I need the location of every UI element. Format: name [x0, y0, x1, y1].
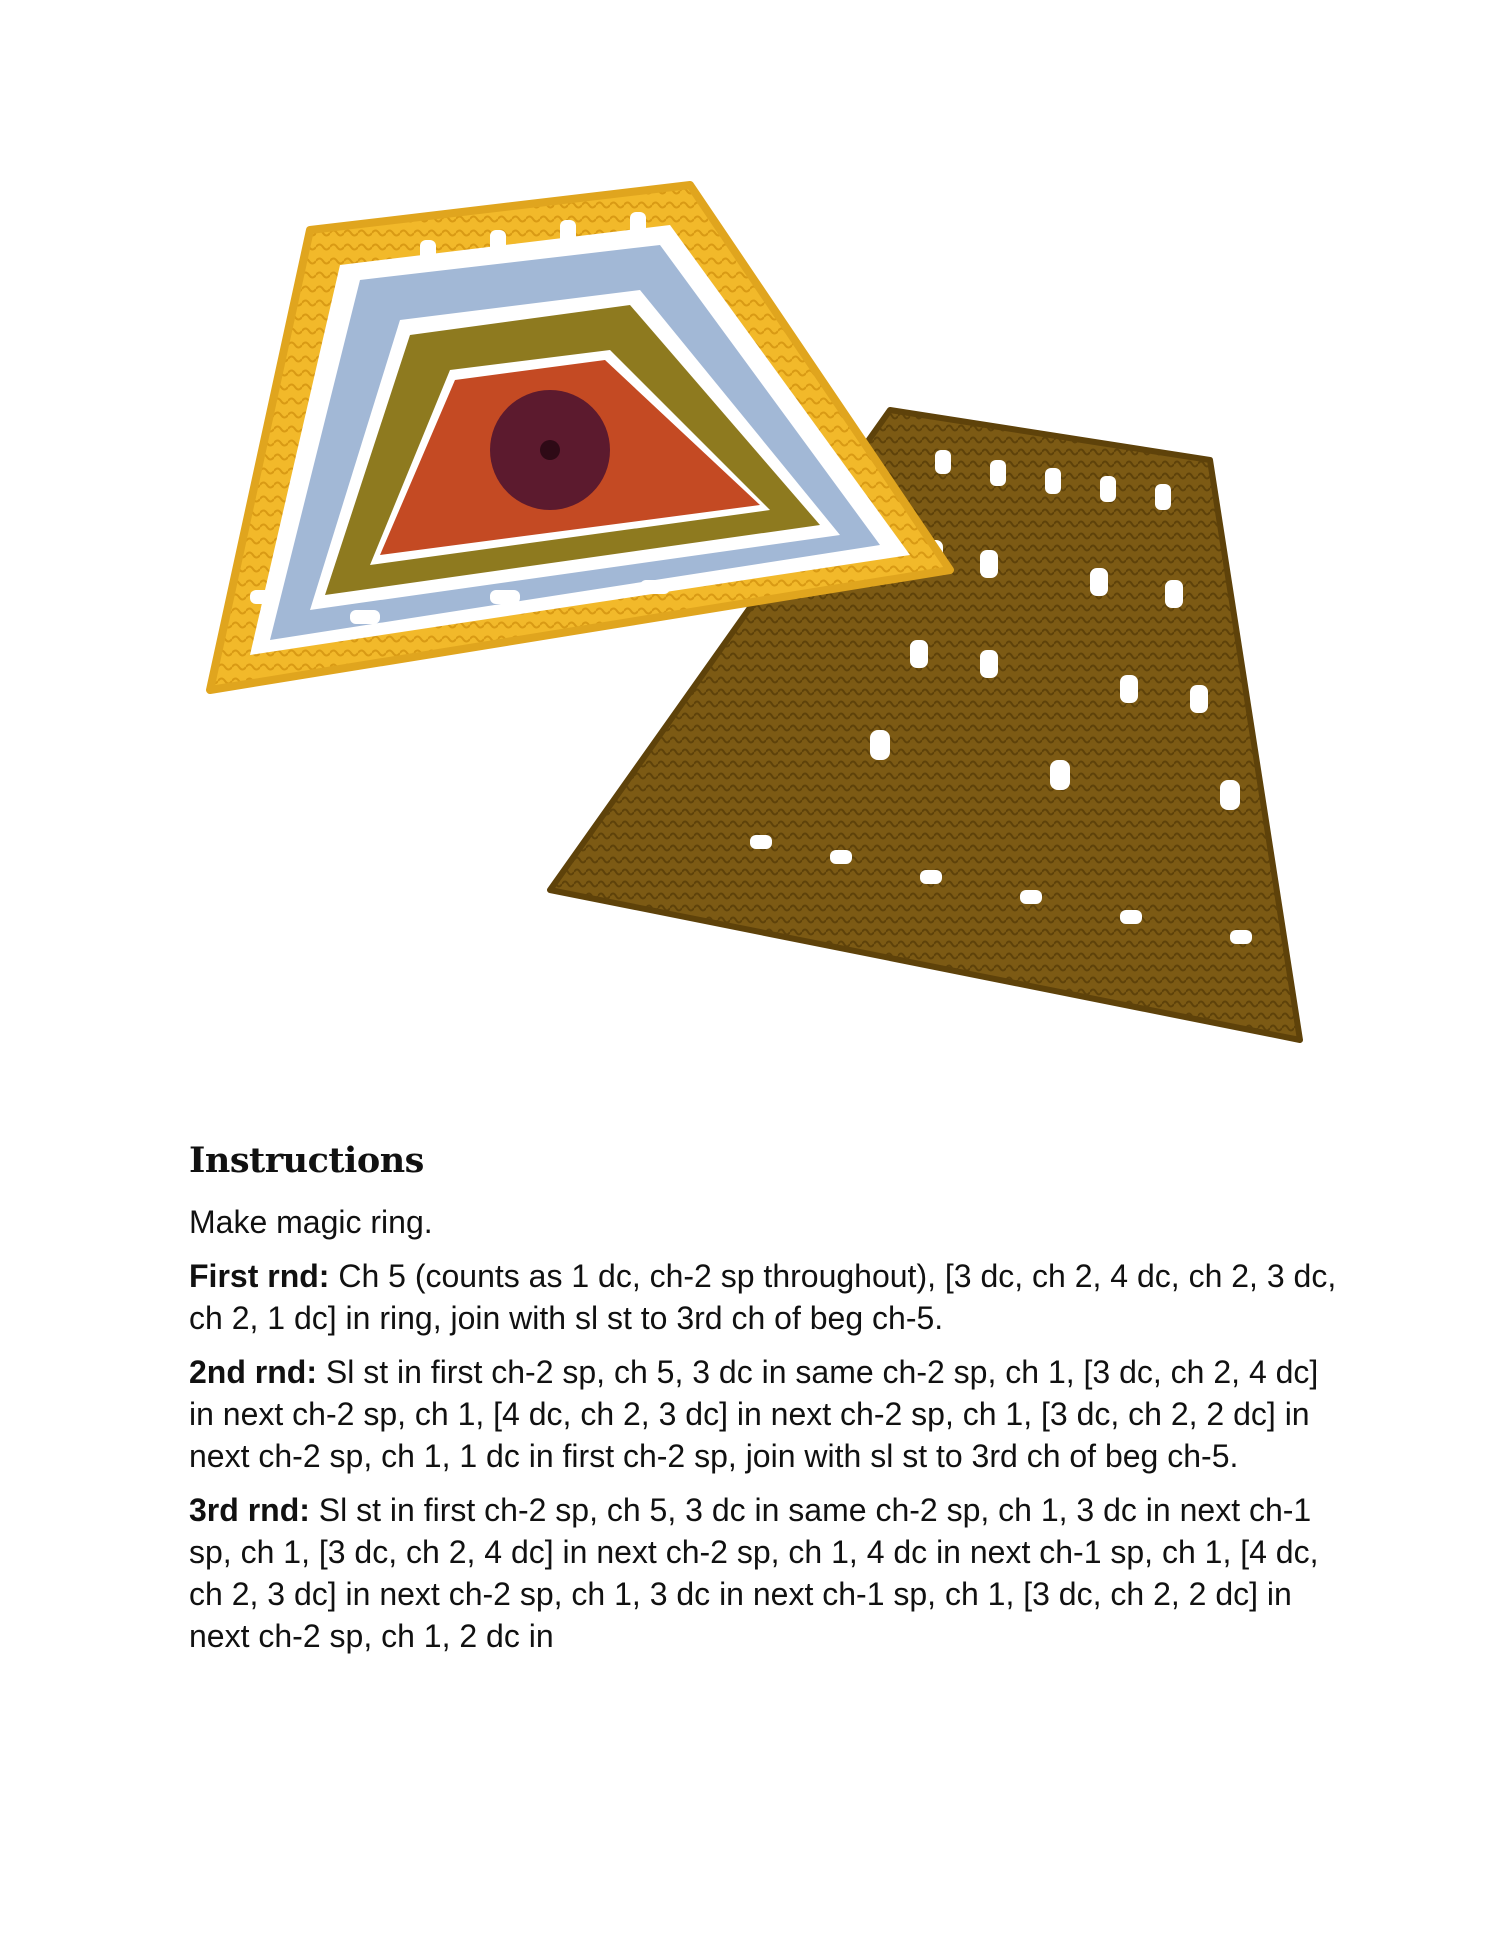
round-3 — [189, 1489, 1339, 1657]
round-label: First rnd: — [189, 1258, 330, 1294]
round-text: Sl st in first ch-2 sp, ch 5, 3 dc in same ch-2 sp, ch 1, 3 dc in next ch-1 sp, ch 1, [3 dc, ch 2, 4 dc] in next ch-2 sp, ch 1, 4 dc in next ch-1 sp, ch 1, [4 dc, ch 2, 3 dc] in next ch-2 sp, ch 1, 3 dc in next ch-1 sp, ch 1, [3 dc, ch 2, 2 dc] in next ch-2 sp, ch 1, 2 dc in — [189, 1492, 1319, 1654]
round-2 — [189, 1351, 1339, 1477]
intro-text: Make magic ring. — [189, 1204, 433, 1240]
crochet-squares-photo — [190, 170, 1330, 1080]
round-label: 2nd rnd: — [189, 1354, 317, 1390]
round-text: Sl st in first ch-2 sp, ch 5, 3 dc in same ch-2 sp, ch 1, [3 dc, ch 2, 4 dc] in next ch-2 sp, ch 1, [4 dc, ch 2, 3 dc] in next ch-2 sp, ch 1, [3 dc, ch 2, 2 dc] in next ch-2 sp, ch 1, 1 dc in first ch-2 sp, join with sl st to 3rd ch of beg ch-5. — [189, 1354, 1319, 1474]
round-text: Ch 5 (counts as 1 dc, ch-2 sp throughout), [3 dc, ch 2, 4 dc, ch 2, 3 dc, ch 2, 1 dc] in ring, join with sl st to 3rd ch of beg ch-5. — [189, 1258, 1337, 1336]
round-1 — [189, 1255, 1339, 1339]
section-heading: Instructions — [189, 1140, 424, 1181]
round-label: 3rd rnd: — [189, 1492, 310, 1528]
instructions-section — [189, 1140, 1339, 1669]
